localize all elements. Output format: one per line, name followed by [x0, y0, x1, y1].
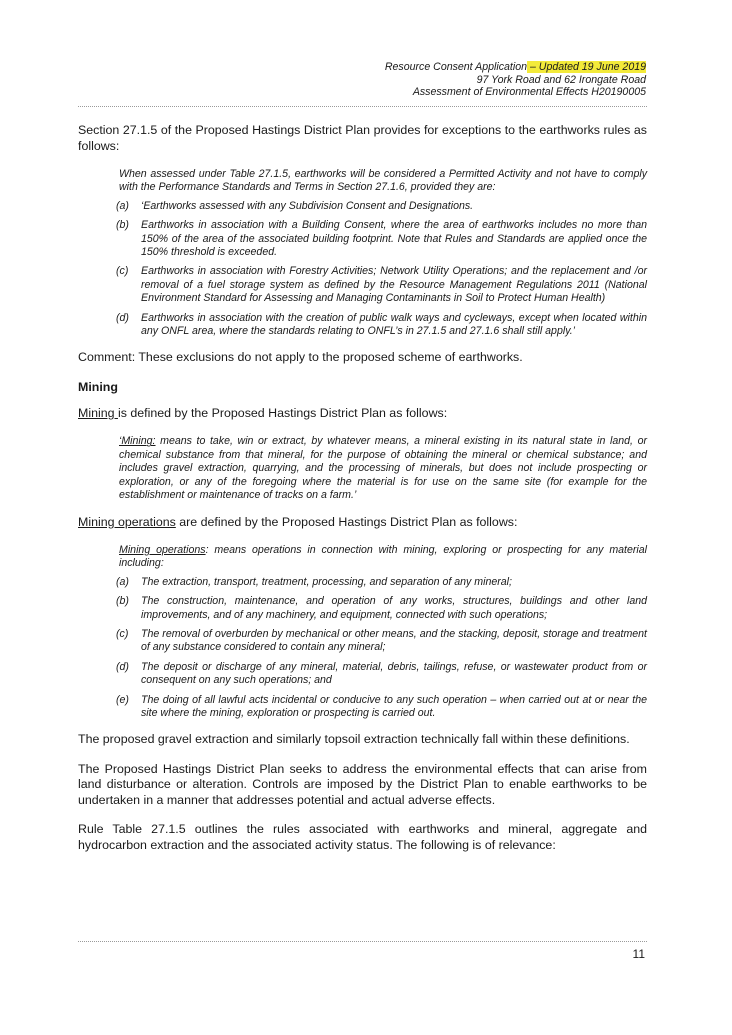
page-header — [385, 61, 646, 99]
list-item — [116, 661, 647, 688]
list-label: (c) — [116, 265, 129, 278]
comment: Comment: These exclusions do not apply to the proposed scheme of earthworks. — [78, 350, 523, 365]
header-line-2: 97 York Road and 62 Irongate Road — [476, 73, 646, 86]
page-number: 11 — [632, 947, 645, 961]
list-text: The doing of all lawful acts incidental or conducive to any such operation – when carried out at or near the site where the mining, exploration or prospecting is carried out. — [141, 693, 647, 720]
header-line-1 — [385, 61, 646, 74]
list-text: The removal of overburden by mechanical or other means, and the stacking, deposit, storage and treatment of any substance considered to contain any mineral; — [141, 628, 647, 654]
mining-ops-quote — [116, 544, 648, 720]
list-label: (b) — [116, 219, 129, 232]
footer-divider — [78, 941, 647, 942]
header-line-3: Assessment of Environmental Effects H20190005 — [412, 86, 646, 99]
mining-ops-def-term: Mining operations — [119, 544, 206, 556]
mining-ops-term: Mining operations — [78, 514, 176, 529]
para-rule: Rule Table 27.1.5 outlines the rules associated with earthworks and mineral, aggregate and hydrocarbon extraction and the associated activity status. The following is of relevance: — [78, 822, 647, 852]
mining-heading: Mining — [78, 379, 118, 394]
list-item — [116, 694, 647, 721]
mining-ops-def-text: : means operations in connection with mining, exploring or prospecting for any material including: — [119, 544, 648, 570]
list-label: (d) — [116, 660, 129, 673]
section-intro: Section 27.1.5 of the Proposed Hastings District Plan provides for exceptions to the earthworks rules as follows: — [78, 123, 647, 153]
para-address: The Proposed Hastings District Plan seeks to address the environmental effects that can arise from land disturbance or alteration. Controls are imposed by the District Plan to enable earthworks to be undertaken in a manner that addresses potential and actual adverse effects. — [78, 761, 647, 807]
mining-def-intro-text: is defined by the Proposed Hastings District Plan as follows: — [117, 405, 448, 420]
mining-definition-quote — [119, 435, 647, 502]
list-item — [116, 576, 647, 589]
list-text: The deposit or discharge of any mineral, material, debris, tailings, refuse, or wastewater product from or consequent on any such operations; and — [141, 660, 647, 687]
list-text: Earthworks in association with a Building Consent, where the area of earthworks includes no more than 150% of the area of the associated building footprint. Note that Rules and Standards are applied once the 150% threshold is exceeded. — [141, 219, 647, 259]
exceptions-quote — [116, 168, 647, 338]
list-item — [116, 200, 647, 213]
list-item — [116, 628, 647, 655]
page-content — [78, 123, 647, 867]
list-text: The extraction, transport, treatment, processing, and separation of any mineral; — [141, 575, 512, 588]
list-item — [116, 312, 647, 339]
mining-ops-def — [119, 544, 647, 571]
list-label: (e) — [116, 693, 129, 706]
header-updated-highlight: – Updated 19 June 2019 — [527, 61, 646, 73]
list-text: Earthworks in association with the creation of public walk ways and cycleways, except when located within any ONFL area, where the standards relating to ONFL’s in 27.1.5 and 27.1.6 shall still apply.’ — [141, 311, 647, 338]
list-text: The construction, maintenance, and operation of any works, structures, buildings and other land improvements, and of any machinery, and equipment, connected with such operations; — [141, 595, 647, 621]
list-text: ‘Earthworks assessed with any Subdivision Consent and Designations. — [141, 199, 474, 212]
list-label: (c) — [116, 628, 129, 641]
list-item — [116, 219, 647, 259]
mining-def-text: means to take, win or extract, by whatever means, a mineral existing in its natural state in land, or chemical substance from that mineral, for the purpose of obtaining the mineral or chemical substance; and includes gravel extraction, quarrying, and the processing of minerals, but does not include prospecting or exploration, or any of the foregoing where the material is for use on the same site (for example for the establishment or maintenance of tracks on a farm.’ — [119, 435, 647, 502]
header-title: Resource Consent Application — [384, 61, 528, 73]
mining-def-intro — [78, 406, 647, 422]
list-item — [116, 595, 647, 622]
list-label: (a) — [116, 575, 129, 588]
header-divider — [78, 106, 647, 107]
list-label: (d) — [116, 311, 129, 324]
exceptions-intro: When assessed under Table 27.1.5, earthworks will be considered a Permitted Activity and not have to comply with the Performance Standards and Terms in Section 27.1.6, provided they are: — [119, 168, 647, 194]
mining-term: Mining — [78, 405, 118, 420]
para-gravel: The proposed gravel extraction and similarly topsoil extraction technically fall within these definitions. — [78, 732, 630, 747]
list-label: (a) — [116, 199, 129, 212]
list-label: (b) — [116, 595, 129, 608]
mining-def-term: ‘Mining: — [119, 435, 156, 448]
list-text: Earthworks in association with Forestry Activities; Network Utility Operations; and the replacement and /or removal of a fuel storage system as defined by the Resource Management Regulations 2011 (National Environment Standard for Assessing and Managing Contaminants in Soil to Protect Human Health) — [141, 265, 647, 305]
mining-ops-intro — [78, 515, 647, 531]
list-item — [116, 265, 647, 305]
mining-ops-intro-text: are defined by the Proposed Hastings District Plan as follows: — [175, 514, 518, 529]
